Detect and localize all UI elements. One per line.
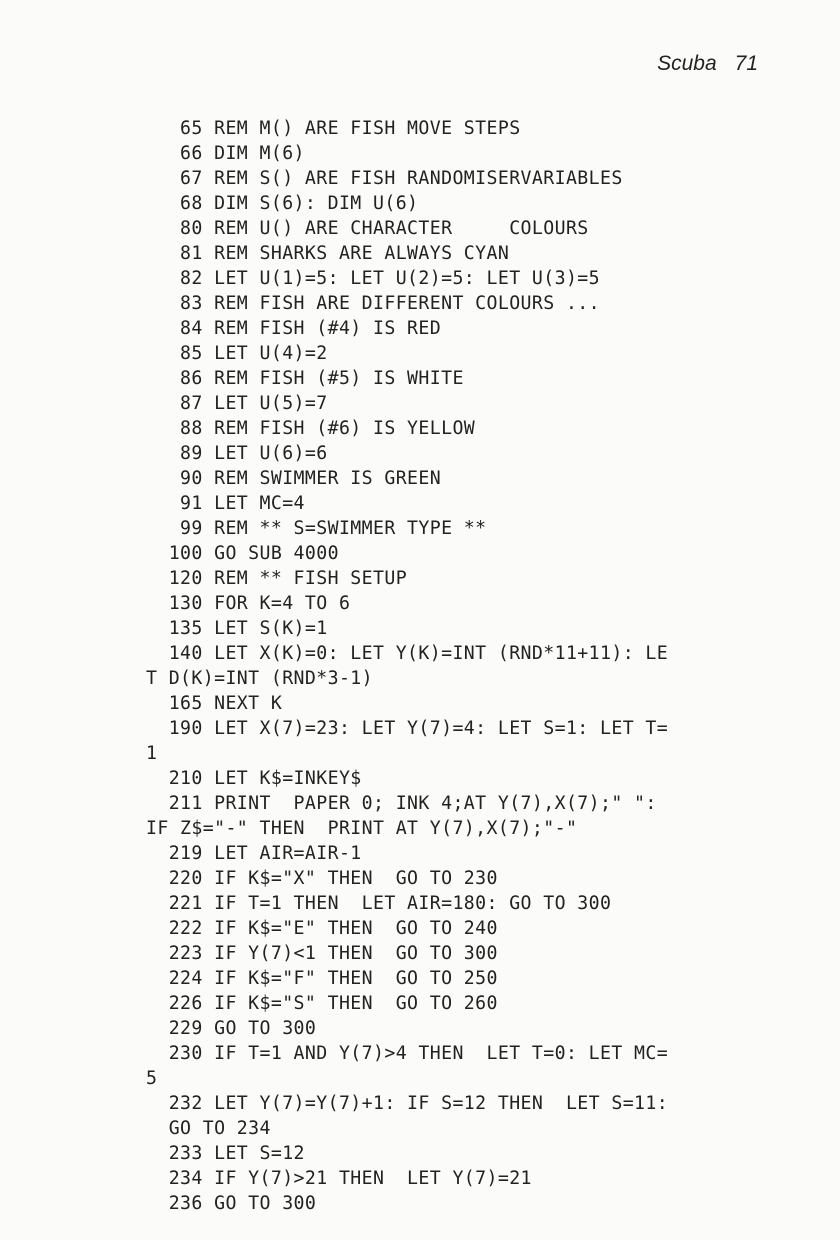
basic-program-listing xyxy=(146,116,786,1216)
code-line: 65 REM M() ARE FISH MOVE STEPS xyxy=(146,118,521,139)
code-line: 229 GO TO 300 xyxy=(146,1018,317,1039)
code-line: 99 REM ** S=SWIMMER TYPE ** xyxy=(146,518,487,539)
code-line-continuation: GO TO 234 xyxy=(146,1118,271,1139)
code-line: 80 REM U() ARE CHARACTER COLOURS xyxy=(146,218,589,239)
page-header xyxy=(657,52,758,76)
code-line: 84 REM FISH (#4) IS RED xyxy=(146,318,442,339)
code-line: 190 LET X(7)=23: LET Y(7)=4: LET S=1: LET T= xyxy=(146,718,669,739)
code-line: 87 LET U(5)=7 xyxy=(146,393,328,414)
code-line: 89 LET U(6)=6 xyxy=(146,443,328,464)
code-line: 120 REM ** FISH SETUP xyxy=(146,568,408,589)
code-line-continuation: IF Z$="-" THEN PRINT AT Y(7),X(7);"-" xyxy=(146,818,578,839)
code-line: 90 REM SWIMMER IS GREEN xyxy=(146,468,442,489)
code-line: 67 REM S() ARE FISH RANDOMISERVARIABLES xyxy=(146,168,623,189)
code-line: 224 IF K$="F" THEN GO TO 250 xyxy=(146,968,498,989)
code-line: 82 LET U(1)=5: LET U(2)=5: LET U(3)=5 xyxy=(146,268,600,289)
code-line: 86 REM FISH (#5) IS WHITE xyxy=(146,368,464,389)
code-line-continuation: 5 xyxy=(146,1068,158,1089)
code-line: 135 LET S(K)=1 xyxy=(146,618,328,639)
code-line: 223 IF Y(7)<1 THEN GO TO 300 xyxy=(146,943,498,964)
code-line: 219 LET AIR=AIR-1 xyxy=(146,843,362,864)
code-line: 165 NEXT K xyxy=(146,693,283,714)
code-line-continuation: T D(K)=INT (RND*3-1) xyxy=(146,668,373,689)
code-line: 66 DIM M(6) xyxy=(146,143,305,164)
code-line: 233 LET S=12 xyxy=(146,1143,305,1164)
code-line: 210 LET K$=INKEY$ xyxy=(146,768,362,789)
code-line: 221 IF T=1 THEN LET AIR=180: GO TO 300 xyxy=(146,893,612,914)
chapter-title: Scuba xyxy=(657,52,717,75)
code-line: 140 LET X(K)=0: LET Y(K)=INT (RND*11+11): LE xyxy=(146,643,669,664)
code-line: 91 LET MC=4 xyxy=(146,493,305,514)
code-line: 220 IF K$="X" THEN GO TO 230 xyxy=(146,868,498,889)
code-line: 222 IF K$="E" THEN GO TO 240 xyxy=(146,918,498,939)
code-line: 226 IF K$="S" THEN GO TO 260 xyxy=(146,993,498,1014)
code-line-continuation: 1 xyxy=(146,743,158,764)
code-line: 236 GO TO 300 xyxy=(146,1193,317,1214)
code-line: 130 FOR K=4 TO 6 xyxy=(146,593,351,614)
code-line: 230 IF T=1 AND Y(7)>4 THEN LET T=0: LET MC= xyxy=(146,1043,669,1064)
code-line: 100 GO SUB 4000 xyxy=(146,543,339,564)
code-line: 211 PRINT PAPER 0; INK 4;AT Y(7),X(7);" ": xyxy=(146,793,657,814)
code-line: 85 LET U(4)=2 xyxy=(146,343,328,364)
code-line: 88 REM FISH (#6) IS YELLOW xyxy=(146,418,476,439)
page-number: 71 xyxy=(734,52,758,75)
code-line: 81 REM SHARKS ARE ALWAYS CYAN xyxy=(146,243,510,264)
code-line: 83 REM FISH ARE DIFFERENT COLOURS ... xyxy=(146,293,600,314)
code-line: 234 IF Y(7)>21 THEN LET Y(7)=21 xyxy=(146,1168,532,1189)
code-line: 68 DIM S(6): DIM U(6) xyxy=(146,193,419,214)
code-line: 232 LET Y(7)=Y(7)+1: IF S=12 THEN LET S=11: xyxy=(146,1093,669,1114)
